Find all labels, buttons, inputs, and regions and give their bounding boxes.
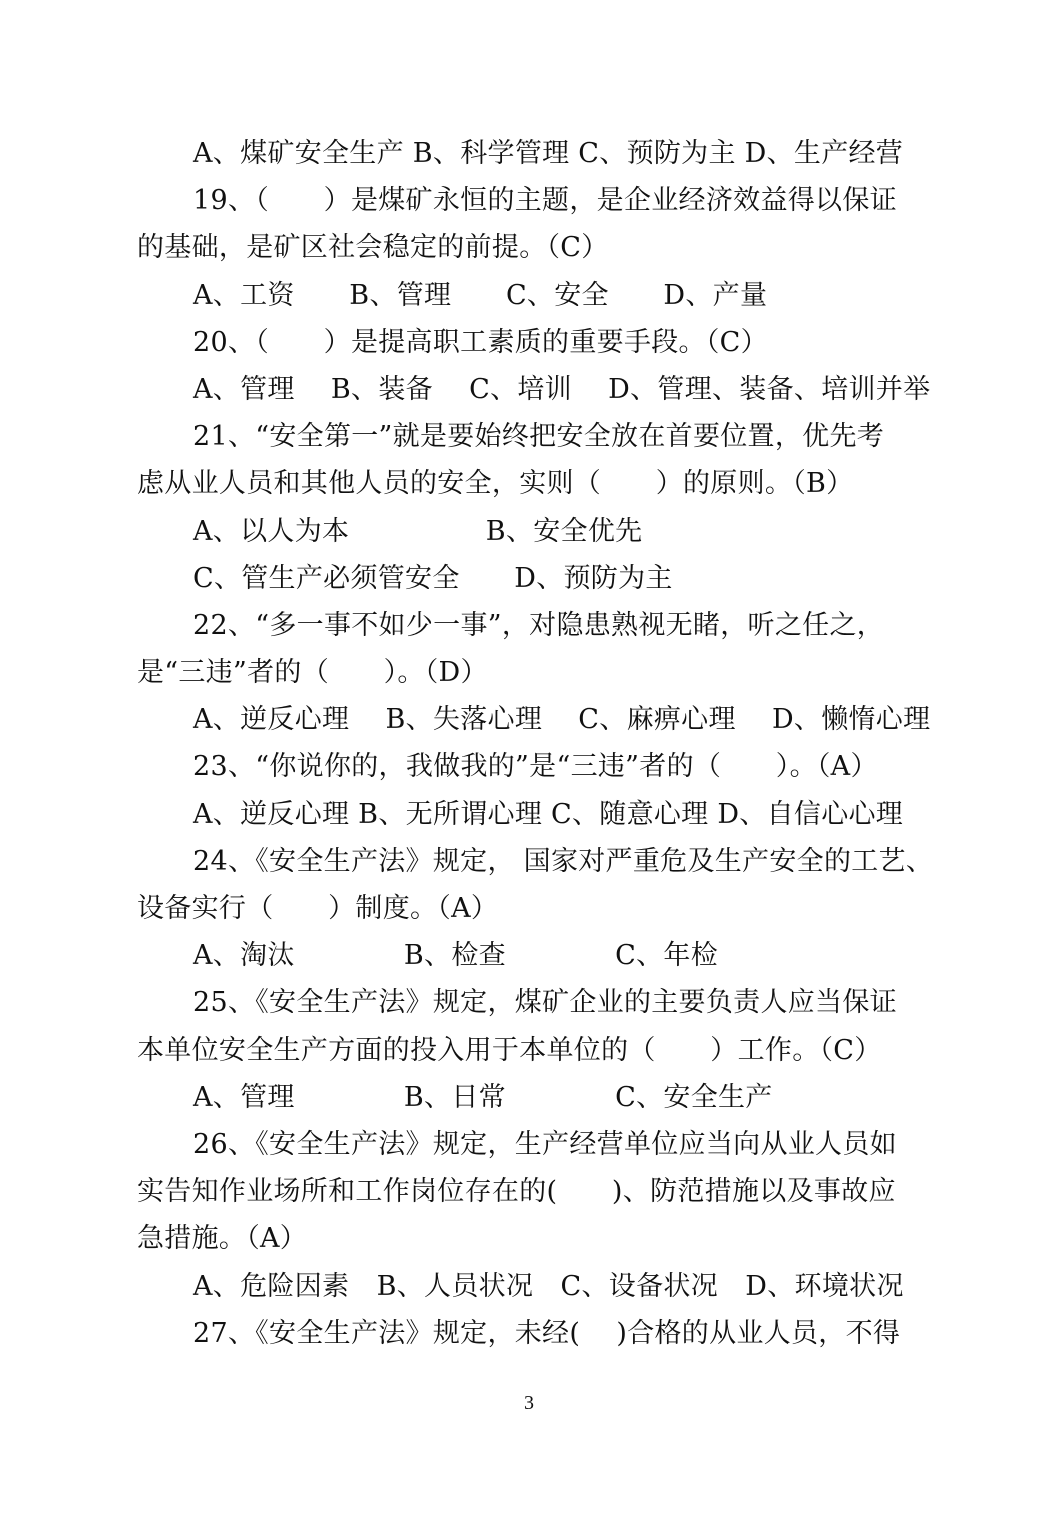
answer-options: A、逆反心理 B、失落心理 C、麻痹心理 D、懒惰心理 bbox=[193, 704, 931, 736]
text-line: 急措施。（A） bbox=[137, 1223, 308, 1255]
answer-options: A、逆反心理 B、无所谓心理 C、随意心理 D、自信心心理 bbox=[193, 798, 904, 830]
answer-options: A、管理 B、装备 C、培训 D、管理、装备、培训并举 bbox=[193, 373, 931, 405]
question-20: 20、（ ）是提高职工素质的重要手段。（C） bbox=[193, 326, 768, 358]
answer-options: A、危险因素 B、人员状况 C、设备状况 D、环境状况 bbox=[193, 1270, 904, 1302]
text-line: A、煤矿安全生产 B、科学管理 C、预防为主 D、生产经营 bbox=[193, 138, 904, 169]
text-line: 的基础，是矿区社会稳定的前提。（C） bbox=[137, 232, 609, 264]
question-27: 27、《安全生产法》规定，未经( )合格的从业人员，不得 bbox=[193, 1317, 901, 1349]
question-26: 26、《安全生产法》规定，生产经营单位应当向从业人员如 bbox=[193, 1128, 897, 1160]
text-line: 是“三违”者的（ ）。（D） bbox=[137, 657, 488, 689]
text-line: 设备实行（ ）制度。（A） bbox=[137, 893, 499, 924]
answer-options: A、工资 B、管理 C、安全 D、产量 bbox=[193, 279, 768, 311]
question-22: 22、“多一事不如少一事”，对隐患熟视无睹，听之任之， bbox=[193, 609, 885, 641]
answer-options: C、管生产必须管安全 D、预防为主 bbox=[193, 562, 673, 594]
text-line: 本单位安全生产方面的投入用于本单位的（ ）工作。（C） bbox=[137, 1034, 882, 1066]
question-23: 23、“你说你的，我做我的”是“三违”者的（ ）。（A） bbox=[193, 751, 878, 783]
question-25: 25、《安全生产法》规定，煤矿企业的主要负责人应当保证 bbox=[193, 987, 897, 1019]
answer-options: A、以人为本 B、安全优先 bbox=[193, 515, 643, 547]
text-line: 虑从业人员和其他人员的安全，实则（ ）的原则。（B） bbox=[137, 468, 854, 500]
text-line: 实告知作业场所和工作岗位存在的( )、防范措施以及事故应 bbox=[137, 1176, 896, 1208]
answer-options: A、管理 B、日常 C、安全生产 bbox=[193, 1081, 773, 1113]
document-body bbox=[137, 130, 934, 1357]
question-21: 21、“安全第一”就是要始终把安全放在首要位置，优先考 bbox=[193, 421, 885, 453]
question-24: 24、《安全生产法》规定， 国家对严重危及生产安全的工艺、 bbox=[193, 845, 934, 877]
page-number: 3 bbox=[524, 1392, 534, 1414]
answer-options: A、淘汰 B、检查 C、年检 bbox=[193, 940, 718, 972]
question-19: 19、（ ）是煤矿永恒的主题，是企业经济效益得以保证 bbox=[193, 185, 897, 217]
